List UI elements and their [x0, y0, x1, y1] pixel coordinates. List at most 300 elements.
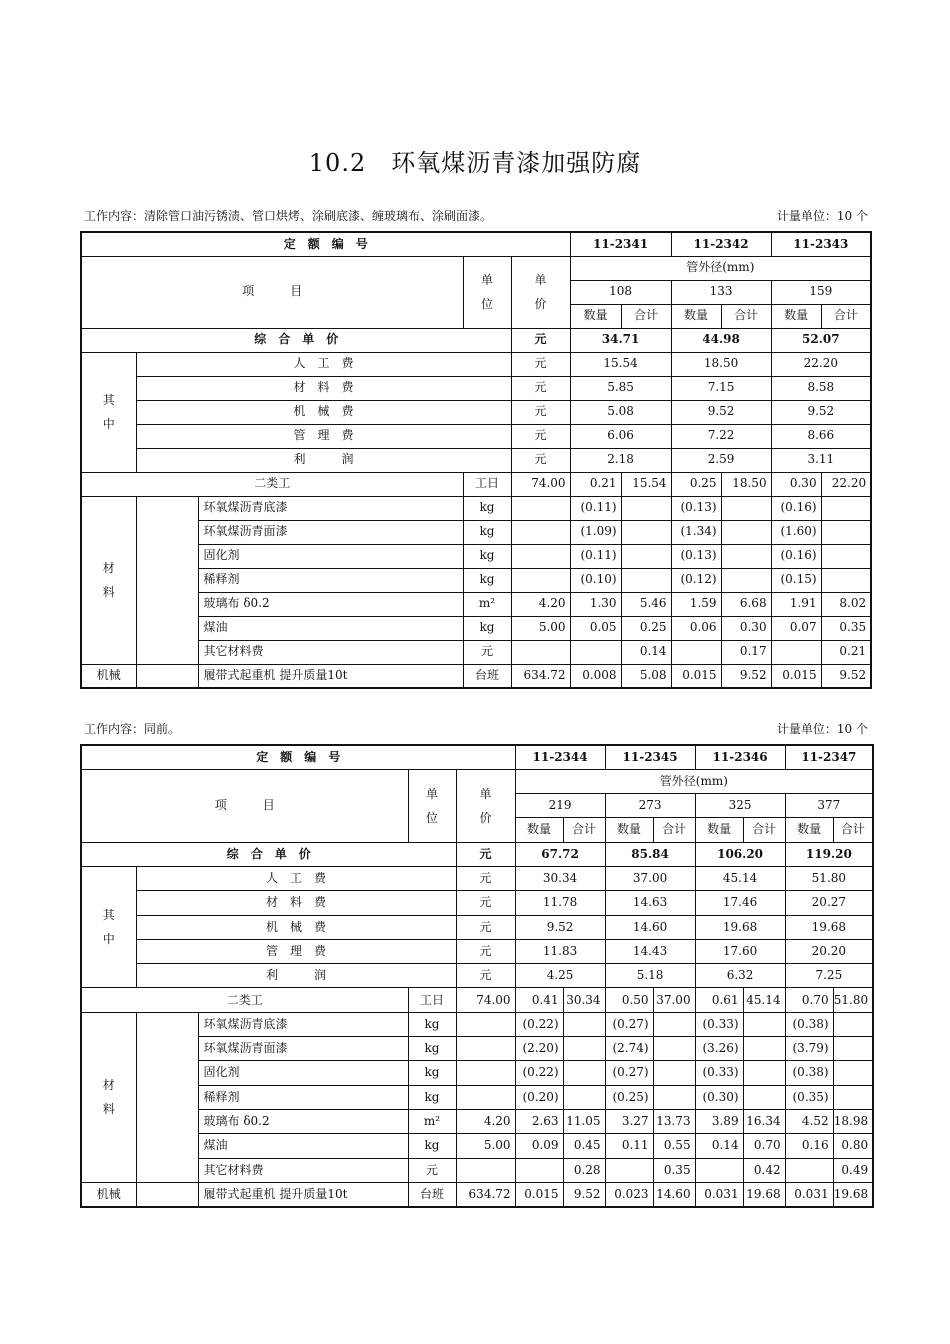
price-cell	[456, 1061, 515, 1085]
composite-label: 综 合 单 价	[81, 328, 511, 352]
unit-cell: kg	[463, 496, 511, 520]
table-row	[81, 256, 871, 280]
material-label: 材 料 费	[136, 376, 511, 400]
qty-header: 数量	[785, 818, 833, 842]
unit-cell: 元	[511, 424, 570, 448]
composite-value: 44.98	[671, 328, 771, 352]
sum-cell: 0.28	[563, 1158, 605, 1182]
labor-label: 人 工 费	[136, 352, 511, 376]
page-title: 10.2 环氧煤沥青漆加强防腐	[308, 149, 642, 177]
labor-value: 15.54	[570, 352, 671, 376]
material-name: 环氧煤沥青面漆	[198, 520, 463, 544]
qty-cell: 0.11	[605, 1134, 653, 1158]
price-cell	[511, 496, 570, 520]
price-cell	[511, 640, 570, 664]
table-row	[81, 1182, 873, 1206]
quota-code: 11-2342	[671, 232, 771, 256]
measure-unit-2: 计量单位：10 个	[776, 722, 868, 736]
blank-cell	[136, 664, 198, 688]
unit-cell: kg	[408, 1085, 456, 1109]
sum-cell: 51.80	[833, 988, 873, 1012]
table-row	[81, 1061, 873, 1085]
quota-code: 11-2344	[515, 745, 605, 769]
sum-cell	[821, 520, 871, 544]
sum-cell	[653, 1037, 695, 1061]
sum-cell	[743, 1061, 785, 1085]
composite-value: 106.20	[695, 842, 785, 866]
sum-cell: 6.68	[721, 592, 771, 616]
sum-cell: 0.35	[821, 616, 871, 640]
material-value: 17.46	[695, 891, 785, 915]
table-row	[81, 616, 871, 640]
sum-cell: 9.52	[563, 1182, 605, 1206]
management-value: 6.06	[570, 424, 671, 448]
table-row	[81, 232, 871, 256]
sum-header: 合计	[721, 304, 771, 328]
management-value: 11.83	[515, 939, 605, 963]
unit-cell: 元	[463, 640, 511, 664]
diameter-value: 159	[771, 280, 871, 304]
qty-cell: (1.60)	[771, 520, 821, 544]
management-label: 管 理 费	[136, 424, 511, 448]
table-row	[81, 328, 871, 352]
composite-value: 34.71	[570, 328, 671, 352]
sum-cell: 9.52	[821, 664, 871, 688]
material-name: 稀释剂	[198, 1085, 408, 1109]
qty-cell: (0.20)	[515, 1085, 563, 1109]
qty-cell: 3.27	[605, 1109, 653, 1133]
table-row	[81, 915, 873, 939]
material-name: 煤油	[198, 616, 463, 640]
sum-cell: 8.02	[821, 592, 871, 616]
material-name: 环氧煤沥青底漆	[198, 1012, 408, 1036]
profit-value: 5.18	[605, 964, 695, 988]
diameter-header: 管外径(mm)	[570, 256, 871, 280]
table-row	[81, 472, 871, 496]
material-name: 其它材料费	[198, 640, 463, 664]
qty-cell: 0.07	[771, 616, 821, 640]
management-value: 8.66	[771, 424, 871, 448]
qty-cell: 0.41	[515, 988, 563, 1012]
qty-header: 数量	[605, 818, 653, 842]
machine-value: 19.68	[695, 915, 785, 939]
quota-code: 11-2341	[570, 232, 671, 256]
unit-cell: kg	[463, 616, 511, 640]
qizhong-label: 其 中	[81, 866, 136, 987]
qty-cell: (2.20)	[515, 1037, 563, 1061]
unit-cell: 元	[511, 352, 570, 376]
material-name: 稀释剂	[198, 568, 463, 592]
sum-cell: 0.45	[563, 1134, 605, 1158]
qty-cell: (0.25)	[605, 1085, 653, 1109]
unit-cell: 元	[511, 448, 570, 472]
profit-value: 2.18	[570, 448, 671, 472]
material-value: 20.27	[785, 891, 873, 915]
qty-cell: (0.33)	[695, 1012, 743, 1036]
qty-header: 数量	[671, 304, 721, 328]
diameter-value: 108	[570, 280, 671, 304]
machine-name: 履带式起重机 提升质量10t	[198, 664, 463, 688]
price-cell	[511, 544, 570, 568]
material-name: 玻璃布 δ0.2	[198, 592, 463, 616]
qizhong-label: 其 中	[81, 352, 136, 472]
sum-cell	[563, 1061, 605, 1085]
table-row	[81, 448, 871, 472]
unit-cell: 台班	[408, 1182, 456, 1206]
qty-cell: (0.10)	[570, 568, 621, 592]
price-cell	[511, 520, 570, 544]
sum-cell	[621, 544, 671, 568]
qty-cell: 0.25	[671, 472, 721, 496]
unit-cell: 元	[456, 866, 515, 890]
qty-cell: (0.22)	[515, 1012, 563, 1036]
sum-cell: 0.14	[621, 640, 671, 664]
sum-cell: 9.52	[721, 664, 771, 688]
table-row	[81, 1037, 873, 1061]
qty-cell: 0.30	[771, 472, 821, 496]
code-header: 定 额 编 号	[81, 745, 515, 769]
unit-cell: 元	[408, 1158, 456, 1182]
material-value: 7.15	[671, 376, 771, 400]
unit-cell: 元	[511, 328, 570, 352]
material-name: 煤油	[198, 1134, 408, 1158]
table-row	[81, 1085, 873, 1109]
table-row	[81, 352, 871, 376]
diameter-value: 219	[515, 794, 605, 818]
unit-cell: kg	[408, 1134, 456, 1158]
machine-value: 9.52	[671, 400, 771, 424]
price-cell	[511, 568, 570, 592]
quota-code: 11-2345	[605, 745, 695, 769]
material-value: 5.85	[570, 376, 671, 400]
machine-name: 履带式起重机 提升质量10t	[198, 1182, 408, 1206]
table-row	[81, 640, 871, 664]
sum-cell: 5.46	[621, 592, 671, 616]
material-value: 8.58	[771, 376, 871, 400]
table-row	[81, 939, 873, 963]
qty-cell: (0.12)	[671, 568, 721, 592]
sum-cell: 22.20	[821, 472, 871, 496]
qty-cell: 3.89	[695, 1109, 743, 1133]
sum-cell: 19.68	[743, 1182, 785, 1206]
sum-cell	[653, 1012, 695, 1036]
qty-cell: 0.61	[695, 988, 743, 1012]
qty-cell: 0.008	[570, 664, 621, 688]
labor-value: 51.80	[785, 866, 873, 890]
sum-cell: 18.98	[833, 1109, 873, 1133]
qty-cell	[771, 640, 821, 664]
sum-cell: 14.60	[653, 1182, 695, 1206]
management-value: 7.22	[671, 424, 771, 448]
unit-cell: kg	[463, 520, 511, 544]
quota-table-1	[80, 231, 872, 689]
table-row	[81, 769, 873, 793]
sum-cell: 0.25	[621, 616, 671, 640]
sum-cell: 18.50	[721, 472, 771, 496]
sum-cell: 30.34	[563, 988, 605, 1012]
unit-cell: 元	[511, 400, 570, 424]
sum-header: 合计	[833, 818, 873, 842]
sum-cell	[743, 1037, 785, 1061]
sum-cell: 0.17	[721, 640, 771, 664]
table-row	[81, 866, 873, 890]
blank-cell	[136, 1012, 198, 1182]
price-cell: 5.00	[511, 616, 570, 640]
sum-cell	[721, 568, 771, 592]
table-row	[81, 592, 871, 616]
sum-cell	[833, 1012, 873, 1036]
labor-value: 18.50	[671, 352, 771, 376]
labor-value: 45.14	[695, 866, 785, 890]
qty-header: 数量	[515, 818, 563, 842]
quota-code: 11-2343	[771, 232, 871, 256]
unit-cell: 元	[511, 376, 570, 400]
sum-cell: 0.49	[833, 1158, 873, 1182]
sum-cell: 0.42	[743, 1158, 785, 1182]
sum-cell: 0.21	[821, 640, 871, 664]
qty-cell: 0.16	[785, 1134, 833, 1158]
profit-value: 3.11	[771, 448, 871, 472]
qty-cell: 0.14	[695, 1134, 743, 1158]
management-label: 管 理 费	[136, 939, 456, 963]
sum-cell: 37.00	[653, 988, 695, 1012]
profit-value: 7.25	[785, 964, 873, 988]
qty-cell: 0.031	[695, 1182, 743, 1206]
sum-cell	[743, 1085, 785, 1109]
sum-cell: 19.68	[833, 1182, 873, 1206]
blank-cell	[136, 496, 198, 664]
table-row	[81, 424, 871, 448]
profit-value: 6.32	[695, 964, 785, 988]
unit-cell: kg	[463, 568, 511, 592]
profit-value: 2.59	[671, 448, 771, 472]
qty-cell: 0.023	[605, 1182, 653, 1206]
qty-cell: 0.50	[605, 988, 653, 1012]
qty-cell	[785, 1158, 833, 1182]
quota-code: 11-2347	[785, 745, 873, 769]
qty-cell: 2.63	[515, 1109, 563, 1133]
materials-group-label: 材 料	[81, 496, 136, 664]
quota-table-2	[80, 744, 874, 1208]
machinery-group-label: 机械	[81, 664, 136, 688]
work-content-1: 工作内容：清除管口油污锈渍、管口烘烤、涂刷底漆、缠玻璃布、涂刷面漆。	[84, 209, 493, 223]
table-row	[81, 520, 871, 544]
qty-cell: (0.30)	[695, 1085, 743, 1109]
sum-cell	[721, 544, 771, 568]
profit-value: 4.25	[515, 964, 605, 988]
qty-cell: (0.38)	[785, 1061, 833, 1085]
price-cell: 4.20	[456, 1109, 515, 1133]
sum-cell	[833, 1037, 873, 1061]
table-row	[81, 1158, 873, 1182]
table-row	[81, 891, 873, 915]
diameter-header: 管外径(mm)	[515, 769, 873, 793]
sum-header: 合计	[563, 818, 605, 842]
qty-cell: 1.91	[771, 592, 821, 616]
sum-header: 合计	[821, 304, 871, 328]
table-row	[81, 988, 873, 1012]
table-row	[81, 376, 871, 400]
qty-cell: 0.70	[785, 988, 833, 1012]
profit-label: 利 润	[136, 448, 511, 472]
profit-label: 利 润	[136, 964, 456, 988]
qty-header: 数量	[570, 304, 621, 328]
labor-value: 37.00	[605, 866, 695, 890]
unit-cell: 元	[456, 964, 515, 988]
sum-cell	[563, 1085, 605, 1109]
composite-value: 85.84	[605, 842, 695, 866]
material-name: 环氧煤沥青底漆	[198, 496, 463, 520]
machine-label: 机 械 费	[136, 915, 456, 939]
qty-cell: 0.21	[570, 472, 621, 496]
management-value: 20.20	[785, 939, 873, 963]
price-cell	[456, 1158, 515, 1182]
item-header: 项 目	[81, 256, 463, 328]
labor-label: 人 工 费	[136, 866, 456, 890]
machine-label: 机 械 费	[136, 400, 511, 424]
sum-cell: 0.80	[833, 1134, 873, 1158]
sum-cell: 0.35	[653, 1158, 695, 1182]
qty-cell: 0.015	[671, 664, 721, 688]
worker-label: 二类工	[81, 472, 463, 496]
sum-cell: 0.55	[653, 1134, 695, 1158]
sum-cell	[821, 496, 871, 520]
material-name: 玻璃布 δ0.2	[198, 1109, 408, 1133]
sum-cell	[821, 568, 871, 592]
table-row	[81, 1109, 873, 1133]
price-header: 单 价	[511, 256, 570, 328]
qty-cell: 0.09	[515, 1134, 563, 1158]
qty-cell: (0.13)	[671, 496, 721, 520]
unit-cell: 工日	[408, 988, 456, 1012]
qty-cell: (0.35)	[785, 1085, 833, 1109]
table-row	[81, 1012, 873, 1036]
composite-value: 119.20	[785, 842, 873, 866]
management-value: 17.60	[695, 939, 785, 963]
qty-cell	[695, 1158, 743, 1182]
qty-cell: (0.16)	[771, 544, 821, 568]
unit-cell: 台班	[463, 664, 511, 688]
machine-value: 9.52	[515, 915, 605, 939]
diameter-value: 133	[671, 280, 771, 304]
sum-cell	[563, 1037, 605, 1061]
materials-group-label: 材 料	[81, 1012, 136, 1182]
quota-code: 11-2346	[695, 745, 785, 769]
item-header: 项 目	[81, 769, 408, 842]
qty-cell: (0.22)	[515, 1061, 563, 1085]
price-cell	[456, 1012, 515, 1036]
qty-cell: (0.16)	[771, 496, 821, 520]
sum-cell	[821, 544, 871, 568]
composite-label: 综 合 单 价	[81, 842, 456, 866]
management-value: 14.43	[605, 939, 695, 963]
table-row	[81, 544, 871, 568]
diameter-value: 273	[605, 794, 695, 818]
qty-cell: 0.031	[785, 1182, 833, 1206]
price-cell	[456, 1037, 515, 1061]
qty-cell: (2.74)	[605, 1037, 653, 1061]
unit-header: 单 位	[408, 769, 456, 842]
qty-cell: 0.05	[570, 616, 621, 640]
code-header: 定 额 编 号	[81, 232, 570, 256]
sum-cell	[653, 1061, 695, 1085]
unit-cell: kg	[408, 1012, 456, 1036]
sum-cell	[621, 568, 671, 592]
unit-cell: 工日	[463, 472, 511, 496]
sum-cell	[721, 520, 771, 544]
unit-cell: m²	[408, 1109, 456, 1133]
qty-cell	[671, 640, 721, 664]
unit-cell: 元	[456, 939, 515, 963]
sum-cell: 13.73	[653, 1109, 695, 1133]
machine-value: 9.52	[771, 400, 871, 424]
machinery-group-label: 机械	[81, 1182, 136, 1206]
labor-value: 30.34	[515, 866, 605, 890]
qty-cell: 0.06	[671, 616, 721, 640]
unit-cell: kg	[408, 1061, 456, 1085]
material-label: 材 料 费	[136, 891, 456, 915]
price-header: 单 价	[456, 769, 515, 842]
machine-value: 5.08	[570, 400, 671, 424]
material-value: 11.78	[515, 891, 605, 915]
sum-cell: 0.70	[743, 1134, 785, 1158]
table-row	[81, 842, 873, 866]
sum-cell: 45.14	[743, 988, 785, 1012]
price-cell: 5.00	[456, 1134, 515, 1158]
table-row	[81, 745, 873, 769]
price-cell: 634.72	[456, 1182, 515, 1206]
table-row	[81, 664, 871, 688]
material-value: 14.63	[605, 891, 695, 915]
qty-cell: (1.34)	[671, 520, 721, 544]
qty-cell: (0.15)	[771, 568, 821, 592]
composite-value: 67.72	[515, 842, 605, 866]
machine-value: 19.68	[785, 915, 873, 939]
price-cell: 74.00	[511, 472, 570, 496]
material-name: 固化剂	[198, 1061, 408, 1085]
qty-cell: (0.11)	[570, 544, 621, 568]
diameter-value: 325	[695, 794, 785, 818]
price-cell: 74.00	[456, 988, 515, 1012]
qty-cell: (0.33)	[695, 1061, 743, 1085]
qty-cell: (1.09)	[570, 520, 621, 544]
sum-cell	[621, 496, 671, 520]
qty-cell: 1.30	[570, 592, 621, 616]
composite-value: 52.07	[771, 328, 871, 352]
blank-cell	[136, 1182, 198, 1206]
sum-cell: 5.08	[621, 664, 671, 688]
sum-cell: 0.30	[721, 616, 771, 640]
sum-cell: 16.34	[743, 1109, 785, 1133]
table-row	[81, 496, 871, 520]
unit-cell: kg	[408, 1037, 456, 1061]
qty-cell: 4.52	[785, 1109, 833, 1133]
measure-unit-1: 计量单位：10 个	[776, 209, 868, 223]
table-row	[81, 1134, 873, 1158]
qty-cell: 0.015	[771, 664, 821, 688]
qty-cell: 1.59	[671, 592, 721, 616]
material-name: 固化剂	[198, 544, 463, 568]
qty-cell: 0.015	[515, 1182, 563, 1206]
unit-cell: kg	[463, 544, 511, 568]
sum-header: 合计	[653, 818, 695, 842]
sum-cell	[833, 1061, 873, 1085]
table-row	[81, 568, 871, 592]
qty-header: 数量	[695, 818, 743, 842]
diameter-value: 377	[785, 794, 873, 818]
sum-cell	[721, 496, 771, 520]
qty-cell: (0.27)	[605, 1012, 653, 1036]
